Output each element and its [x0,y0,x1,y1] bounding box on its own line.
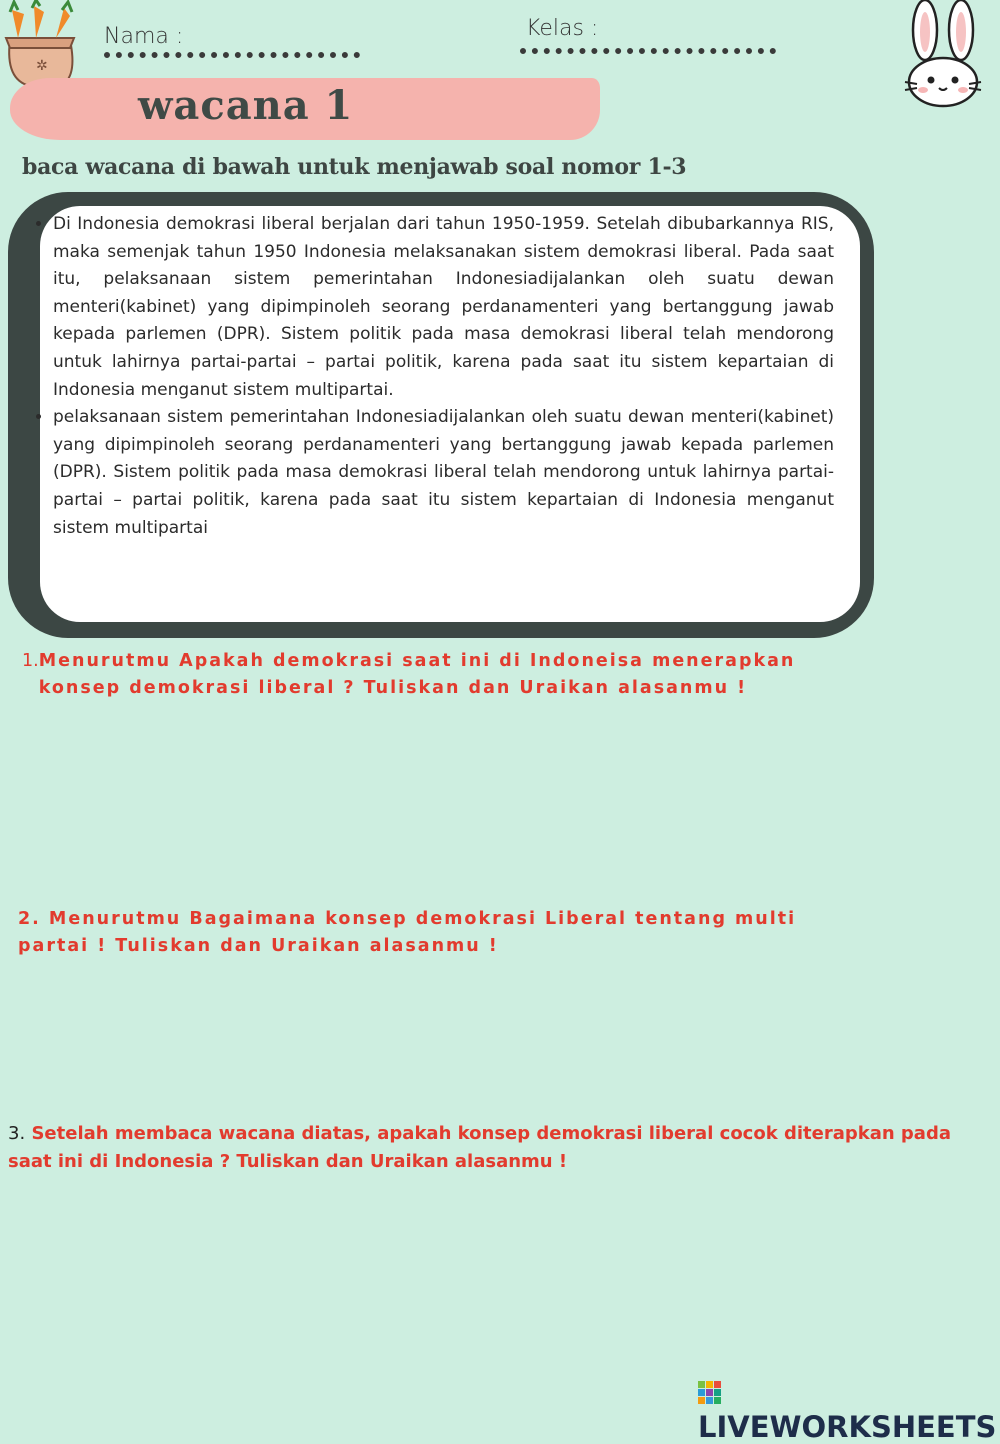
question-3-number: 3. [8,1123,26,1144]
name-label: Nama : [104,24,184,49]
question-1-text: Menurutmu Apakah demokrasi saat ini di Indoneisa menerapkan konsep demokrasi liberal ? Tuliskan dan Uraikan alasanmu ! [38,651,796,698]
name-input-line[interactable] [104,52,360,58]
question-1-number: 1. [22,651,39,671]
instruction-subtitle: baca wacana di bawah untuk menjawab soal nomor 1-3 [22,154,687,180]
carrot-bag-icon [0,0,85,90]
reading-passage [28,211,834,542]
question-3-text: Setelah membaca wacana diatas, apakah konsep demokrasi liberal cocok diterapkan pada saat ini di Indonesia ? Tuliskan dan Uraikan alasanmu ! [8,1123,951,1172]
bunny-icon [895,0,990,110]
brand-text: LIVEWORKSHEETS [698,1410,997,1444]
question-3 [8,1120,993,1176]
question-2-text: 2. Menurutmu Bagaimana konsep demokrasi Liberal tentang multi partai ! Tuliskan dan Uraikan alasanmu ! [18,909,797,956]
passage-paragraph: • Di Indonesia demokrasi liberal berjalan dari tahun 1950-1959. Setelah dibubarkannya RIS, maka semenjak tahun 1950 Indonesia melaksanakan sistem demokrasi liberal. Pada saat itu, pelaksanaan sistem pemerintahan Indonesiadijalankan oleh suatu dewan menteri(kabinet) yang dipimpinoleh seorang perdanamenteri yang bertanggung jawab kepada parlemen (DPR). Sistem politik pada masa demokrasi liberal telah mendorong untuk lahirnya partai-partai – partai politik, karena pada saat itu sistem kepartaian di Indonesia menganut sistem multipartai. [53,211,834,404]
page-title: wacana 1 [138,82,354,129]
class-label: Kelas : [526,16,599,41]
svg-text:✲: ✲ [36,58,48,74]
brand-watermark [698,1376,1000,1444]
liveworksheets-logo-icon [698,1381,722,1405]
class-input-line[interactable] [520,48,776,54]
question-1 [22,648,822,702]
passage-paragraph: • pelaksanaan sistem pemerintahan Indonesiadijalankan oleh suatu dewan menteri(kabinet) yang dipimpinoleh seorang perdanamenteri yang bertanggung jawab kepada parlemen (DPR). Sistem politik pada masa demokrasi liberal telah mendorong untuk lahirnya partai-partai – partai politik, karena pada saat itu sistem kepartaian di Indonesia menganut sistem multipartai [53,404,834,542]
